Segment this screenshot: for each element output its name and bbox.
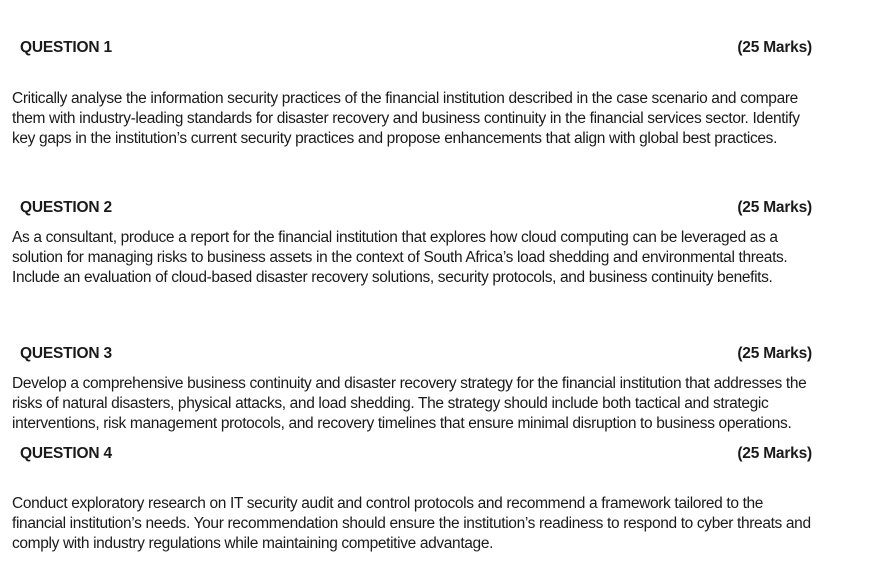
question-3-marks: (25 Marks) — [737, 345, 812, 362]
question-3-line-1: Develop a comprehensive business continuity and disaster recovery strategy for the financial institution that addresses the — [12, 375, 807, 392]
question-4-line-3: comply with industry regulations while maintaining competitive advantage. — [12, 535, 494, 552]
question-1-text — [12, 89, 832, 149]
question-4-line-2: financial institution’s needs. Your recommendation should ensure the institution’s readiness to respond to cyber threats and — [12, 515, 811, 532]
question-2-marks: (25 Marks) — [737, 199, 812, 216]
question-2-header — [20, 199, 812, 217]
question-1-line-3: key gaps in the institution’s current security practices and propose enhancements that align with global best practices. — [12, 130, 778, 147]
question-4-line-1: Conduct exploratory research on IT security audit and control protocols and recommend a framework tailored to the — [12, 495, 764, 512]
question-2-text — [12, 228, 832, 288]
question-3-line-2: risks of natural disasters, physical attacks, and load shedding. The strategy should include both tactical and strategic — [12, 395, 769, 412]
question-4-text — [12, 494, 832, 554]
question-1-line-2: them with industry-leading standards for disaster recovery and business continuity in the financial services sector. Identify — [12, 110, 800, 127]
question-2-line-3: Include an evaluation of cloud-based disaster recovery solutions, security protocols, and business continuity benefits. — [12, 269, 773, 286]
question-3-line-3: interventions, risk management protocols, and recovery timelines that ensure minimal disruption to business operations. — [12, 415, 792, 432]
question-3-text — [12, 374, 832, 434]
question-1-marks: (25 Marks) — [737, 39, 812, 56]
question-1-line-1: Critically analyse the information security practices of the financial institution described in the case scenario and compare — [12, 90, 798, 107]
question-2-title: QUESTION 2 — [20, 199, 112, 216]
question-4-title: QUESTION 4 — [20, 445, 112, 462]
question-4-marks: (25 Marks) — [737, 445, 812, 462]
question-4-header — [20, 445, 812, 463]
question-3-header — [20, 345, 812, 363]
question-3-title: QUESTION 3 — [20, 345, 112, 362]
question-1-title: QUESTION 1 — [20, 39, 112, 56]
question-1-header — [20, 39, 812, 57]
question-2-line-1: As a consultant, produce a report for the financial institution that explores how cloud computing can be leveraged as a — [12, 229, 778, 246]
question-2-line-2: solution for managing risks to business assets in the context of South Africa’s load shedding and environmental threats. — [12, 249, 788, 266]
